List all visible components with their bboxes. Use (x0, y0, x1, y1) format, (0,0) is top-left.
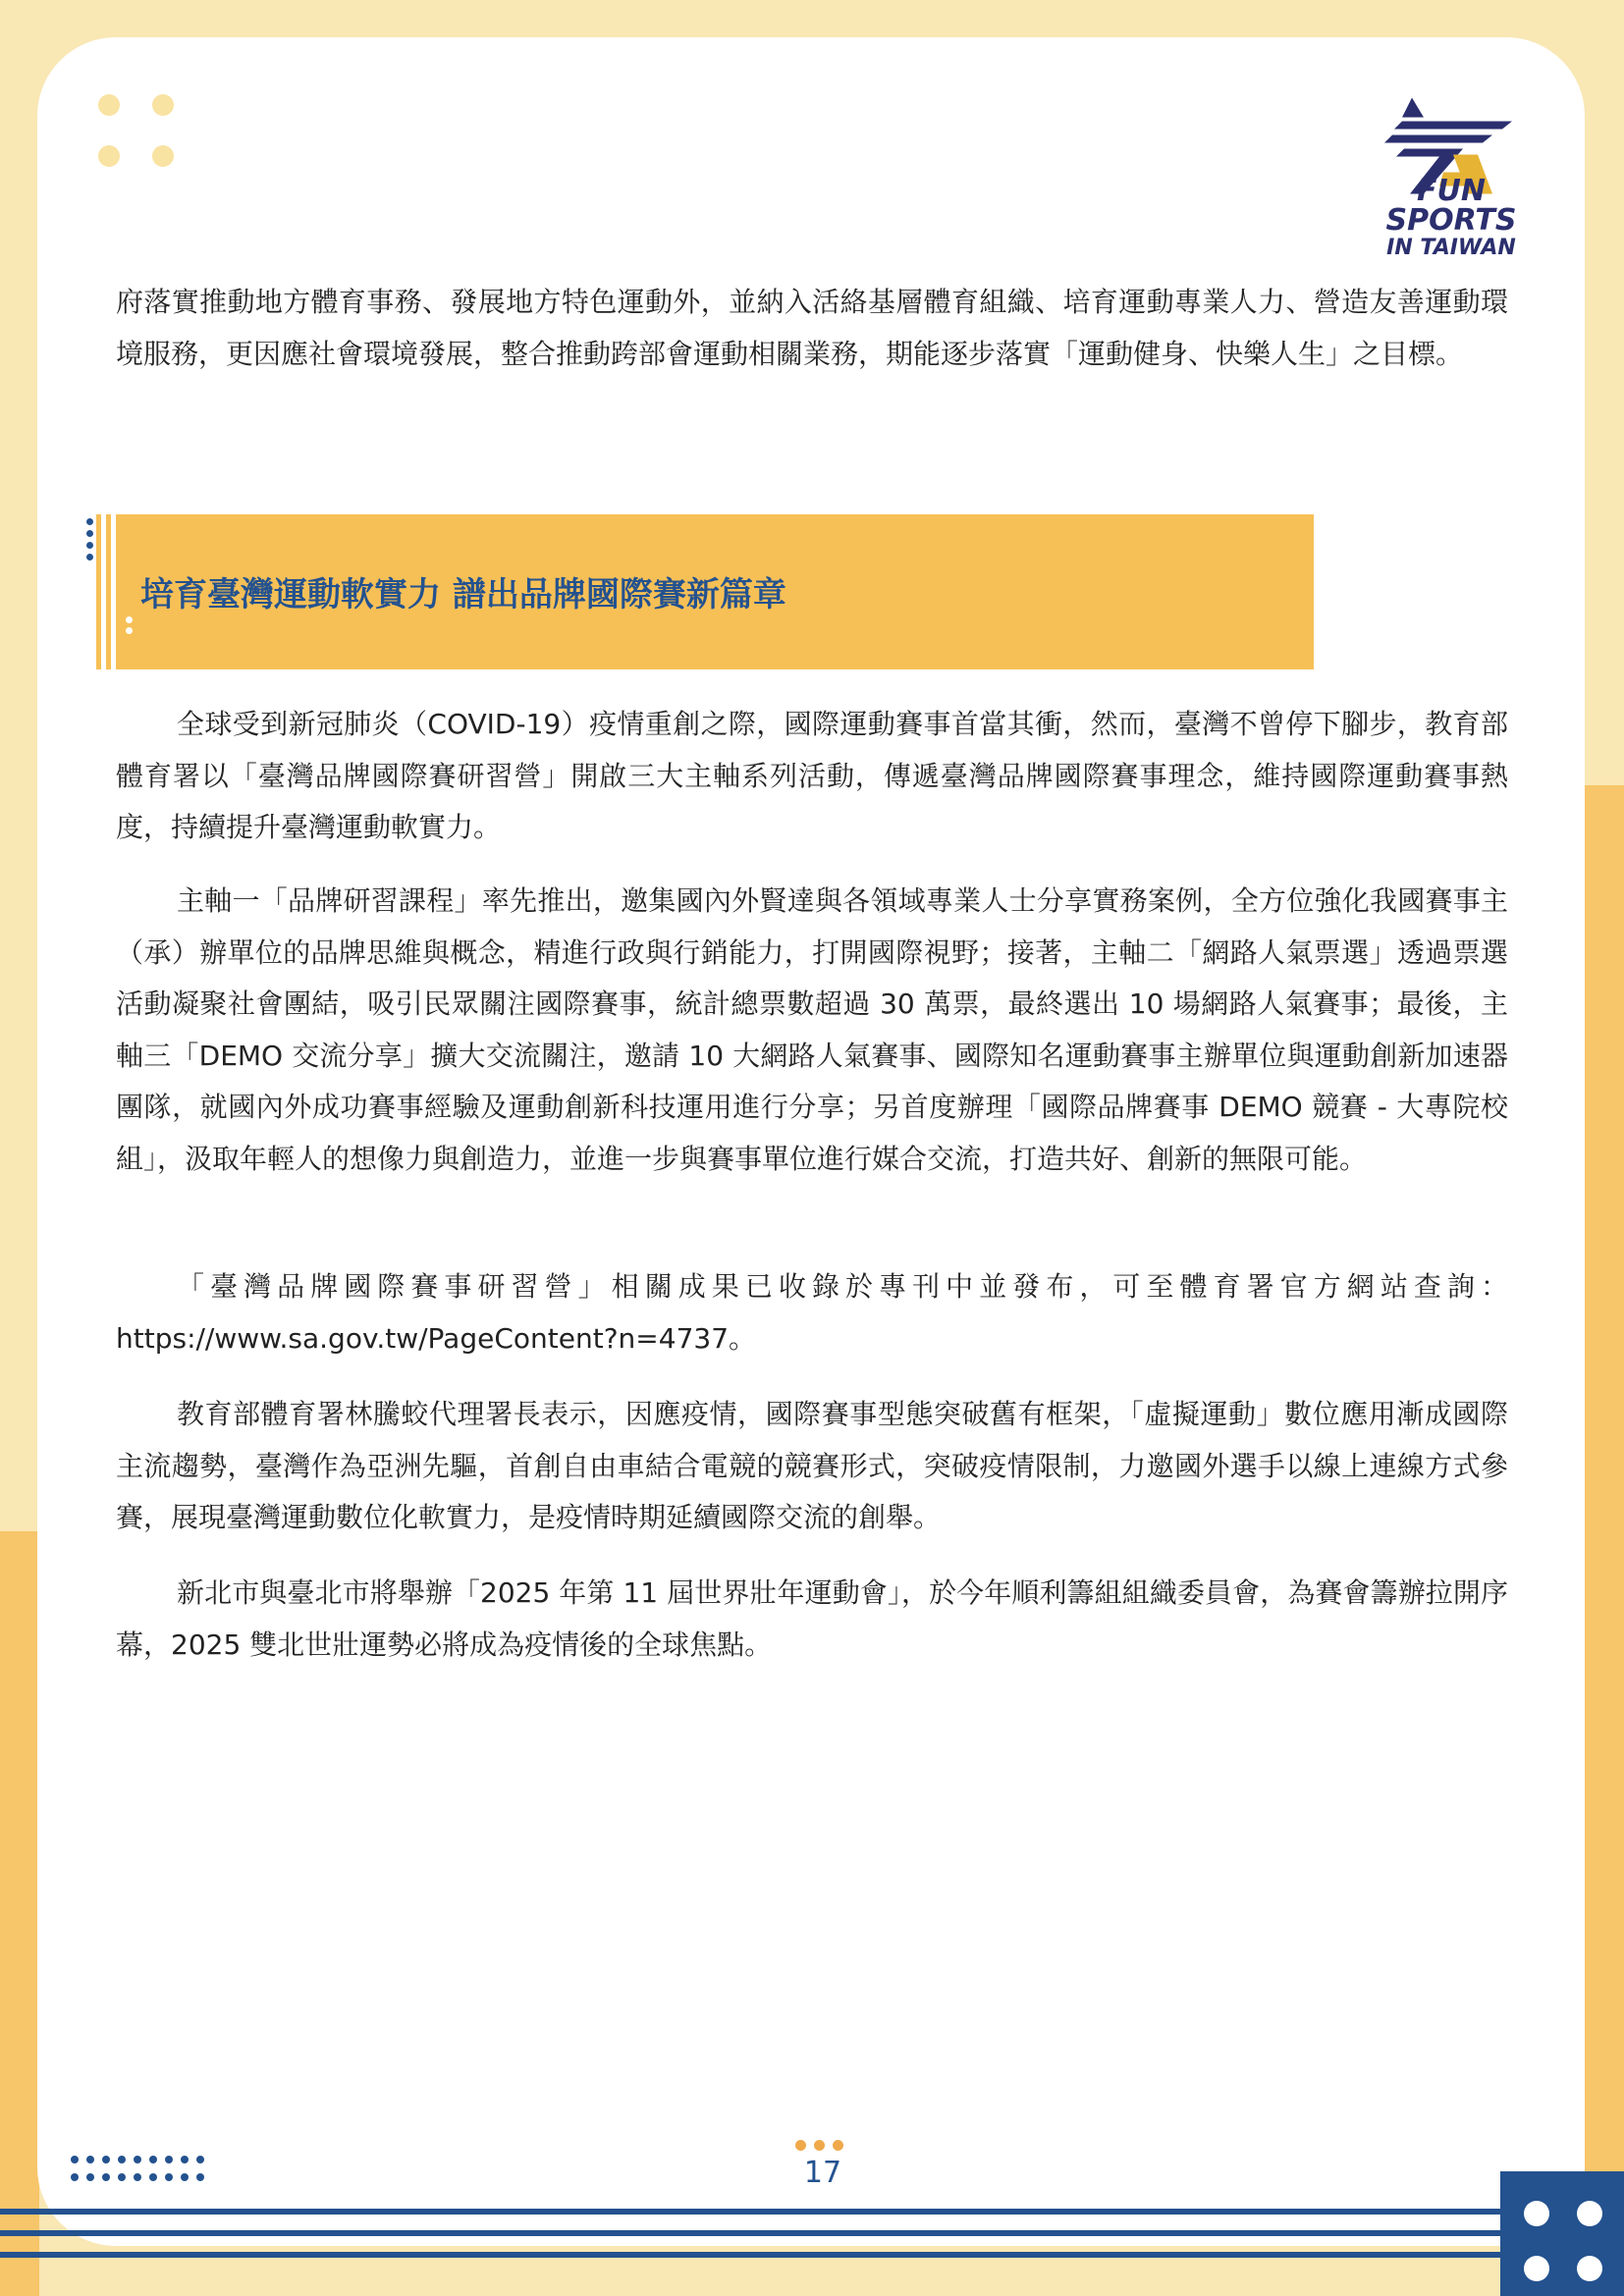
background-left-accent (0, 1531, 39, 2296)
heading-accent-bar (106, 514, 111, 669)
body-paragraph: 「臺灣品牌國際賽事研習營」相關成果已收錄於專刊中並發布，可至體育署官方網站查詢：https://www.sa.gov.tw/PageContent?n=4737。 (116, 1270, 1508, 1355)
logo-wordmark (1353, 174, 1549, 260)
body-paragraph: 教育部體育署林騰蛟代理署長表示，因應疫情，國際賽事型態突破舊有框架，「虛擬運動」數位應用漸成國際主流趨勢，臺灣作為亞洲先驅，首創自由車結合電競的競賽形式，突破疫情限制，力邀國外選手以線上連線方式參賽，展現臺灣運動數位化軟實力，是疫情時期延續國際交流的創舉。 (116, 1398, 1508, 1533)
footer-dots-decoration (71, 2156, 228, 2195)
heading-dots-icon (86, 518, 96, 567)
section-heading: 培育臺灣運動軟實力 譜出品牌國際賽新篇章 (140, 575, 786, 614)
heading-dots-icon (126, 616, 135, 636)
page-number-dots (795, 2140, 850, 2152)
heading-accent-bar (96, 514, 101, 669)
body-paragraph: 新北市與臺北市將舉辦「2025 年第 11 屆世界壯年運動會」，於今年順利籌組組織委員會，為賽會籌辦拉開序幕，2025 雙北世壯運勢必將成為疫情後的全球焦點。 (116, 1576, 1508, 1661)
body-paragraph: 主軸一「品牌研習課程」率先推出，邀集國內外賢達與各領域專業人士分享實務案例，全方位強化我國賽事主（承）辦單位的品牌思維與概念，精進行政與行銷能力，打開國際視野；接著，主軸二「網路人氣票選」透過票選活動凝聚社會團結，吸引民眾關注國際賽事，統計總票數超過 30 萬票，最終選出 10 場網路人氣賽事；最後，主軸三「DEMO 交流分享」擴大交流關注，邀請 10 大網路人氣賽事、國際知名運動賽事主辦單位與運動創新加速器團隊，就國內外成功賽事經驗及運動創新科技運用進行分享；另首度辦理「國際品牌賽事 DEMO 競賽 - 大專院校組」，汲取年輕人的想像力與創造力，並進一步與賽事單位進行媒合交流，打造共好、創新的無限可能。 (116, 884, 1508, 1175)
intro-paragraph: 府落實推動地方體育事務、發展地方特色運動外，並納入活絡基層體育組織、培育運動專業人力、營造友善運動環境服務，更因應社會環境發展，整合推動跨部會運動相關業務，期能逐步落實「運動健身、快樂人生」之目標。 (116, 286, 1508, 370)
footer-line (0, 2252, 1502, 2258)
decorative-dots (98, 94, 177, 173)
body-paragraph: 全球受到新冠肺炎（COVID-19）疫情重創之際，國際運動賽事首當其衝，然而，臺灣不曾停下腳步，教育部體育署以「臺灣品牌國際賽研習營」開啟三大主軸系列活動，傳遞臺灣品牌國際賽事理念，維持國際運動賽事熱度，持續提升臺灣運動軟實力。 (116, 708, 1508, 843)
logo-line-2: IN TAIWAN (1386, 236, 1516, 260)
footer-line (0, 2209, 1502, 2215)
footer-line (0, 2230, 1502, 2236)
corner-dots-box (1500, 2171, 1624, 2296)
logo-line-1: FUN SPORTS (1385, 174, 1517, 238)
page-number: 17 (803, 2156, 842, 2190)
